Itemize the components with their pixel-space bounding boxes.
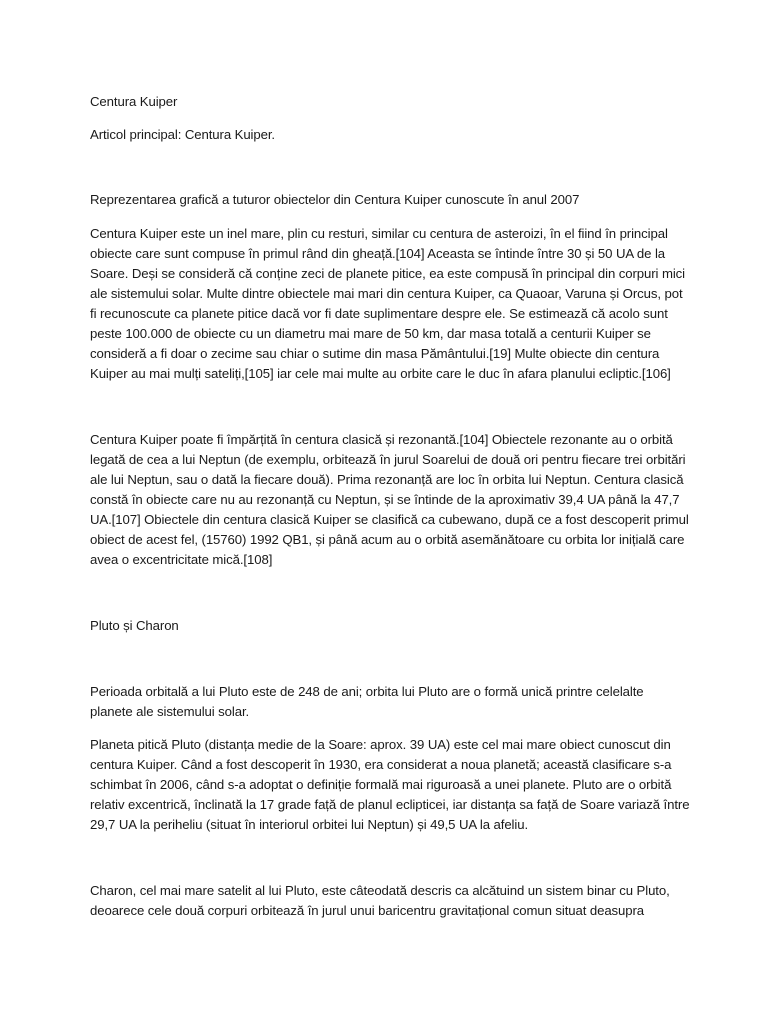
paragraph-kuiper-description [90, 224, 690, 384]
paragraph-line: UA.[107] Obiectele din centura clasică Kuiper se clasifică ca cubewano, după ce a fost descoperit primul [90, 512, 689, 527]
paragraph-line: fi recunoscute ca planete pitice dacă vor fi date suplimentare despre ele. Se estimează că acolo sunt [90, 306, 668, 321]
paragraph-line: avea o excentricitate mică.[108] [90, 552, 273, 567]
paragraph-line: Kuiper au mai mulți sateliți,[105] iar cele mai multe au orbite care le duc în afara planului ecliptic.[106] [90, 366, 671, 381]
image-caption: Reprezentarea grafică a tuturor obiectelor din Centura Kuiper cunoscute în anul 2007 [90, 192, 580, 207]
paragraph-line: Soare. Deși se consideră că conține zeci de planete pitice, ea este compusă în principal din corpuri mici [90, 266, 685, 281]
section-heading-pluto: Pluto și Charon [90, 618, 179, 633]
paragraph-line: Perioada orbitală a lui Pluto este de 248 de ani; orbita lui Pluto are o formă unică printre celelalte [90, 684, 644, 699]
paragraph-line: Centura Kuiper este un inel mare, plin cu resturi, similar cu centura de asteroizi, în el fiind în principal [90, 226, 668, 241]
paragraph-line: legată de cea a lui Neptun (de exemplu, orbitează în jurul Soarelui de două ori pentru fiecare trei orbitări [90, 452, 686, 467]
paragraph-line: schimbat în 2006, când s-a adoptat o definiție formală mai riguroasă a unei planete. Pluto are o orbită [90, 777, 672, 792]
main-article-note: Articol principal: Centura Kuiper. [90, 127, 275, 142]
section-heading-kuiper: Centura Kuiper [90, 94, 178, 109]
paragraph-line: 29,7 UA la periheliu (situat în interiorul orbitei lui Neptun) și 49,5 UA la afeliu. [90, 817, 529, 832]
paragraph-line: centura Kuiper. Când a fost descoperit în 1930, era considerat a noua planetă; această clasificare s-a [90, 757, 672, 772]
paragraph-line: planete ale sistemului solar. [90, 704, 250, 719]
paragraph-line: constă în obiecte care nu au rezonanță cu Neptun, și se întinde de la aproximativ 39,4 UA până la 47,7 [90, 492, 680, 507]
paragraph-line: deoarece cele două corpuri orbitează în jurul unui baricentru gravitațional comun situat deasupra [90, 903, 645, 918]
paragraph-charon [90, 881, 690, 921]
paragraph-line: peste 100.000 de obiecte cu un diametru mai mare de 50 km, dar masa totală a centurii Kuiper se [90, 326, 651, 341]
paragraph-line: Planeta pitică Pluto (distanța medie de la Soare: aprox. 39 UA) este cel mai mare obiect cunoscut din [90, 737, 671, 752]
paragraph-pluto-period [90, 682, 690, 722]
paragraph-line: Centura Kuiper poate fi împărțită în centura clasică și rezonantă.[104] Obiectele rezonante au o orbită [90, 432, 673, 447]
paragraph-line: obiecte care sunt compuse în primul rând din gheață.[104] Aceasta se întinde între 30 și 50 UA de la [90, 246, 666, 261]
paragraph-line: consideră a fi doar o zecime sau chiar o sutime din masa Pământului.[19] Multe obiecte din centura [90, 346, 660, 361]
paragraph-line: ale sistemului solar. Multe dintre obiectele mai mari din centura Kuiper, ca Quaoar, Varuna și Orcus, pot [90, 286, 683, 301]
paragraph-kuiper-classification [90, 430, 690, 570]
paragraph-line: ale lui Neptun, sau o dată la fiecare două). Prima rezonanță are loc în orbita lui Neptun. Centura clasică [90, 472, 684, 487]
paragraph-line: obiect de acest fel, (15760) 1992 QB1, și până acum au o orbită asemănătoare cu orbita lor inițială care [90, 532, 685, 547]
paragraph-line: relativ excentrică, înclinată la 17 grade față de planul eclipticei, iar distanța sa față de Soare variază între [90, 797, 690, 812]
paragraph-line: Charon, cel mai mare satelit al lui Pluto, este câteodată descris ca alcătuind un sistem binar cu Pluto, [90, 883, 670, 898]
paragraph-pluto-description [90, 735, 690, 835]
